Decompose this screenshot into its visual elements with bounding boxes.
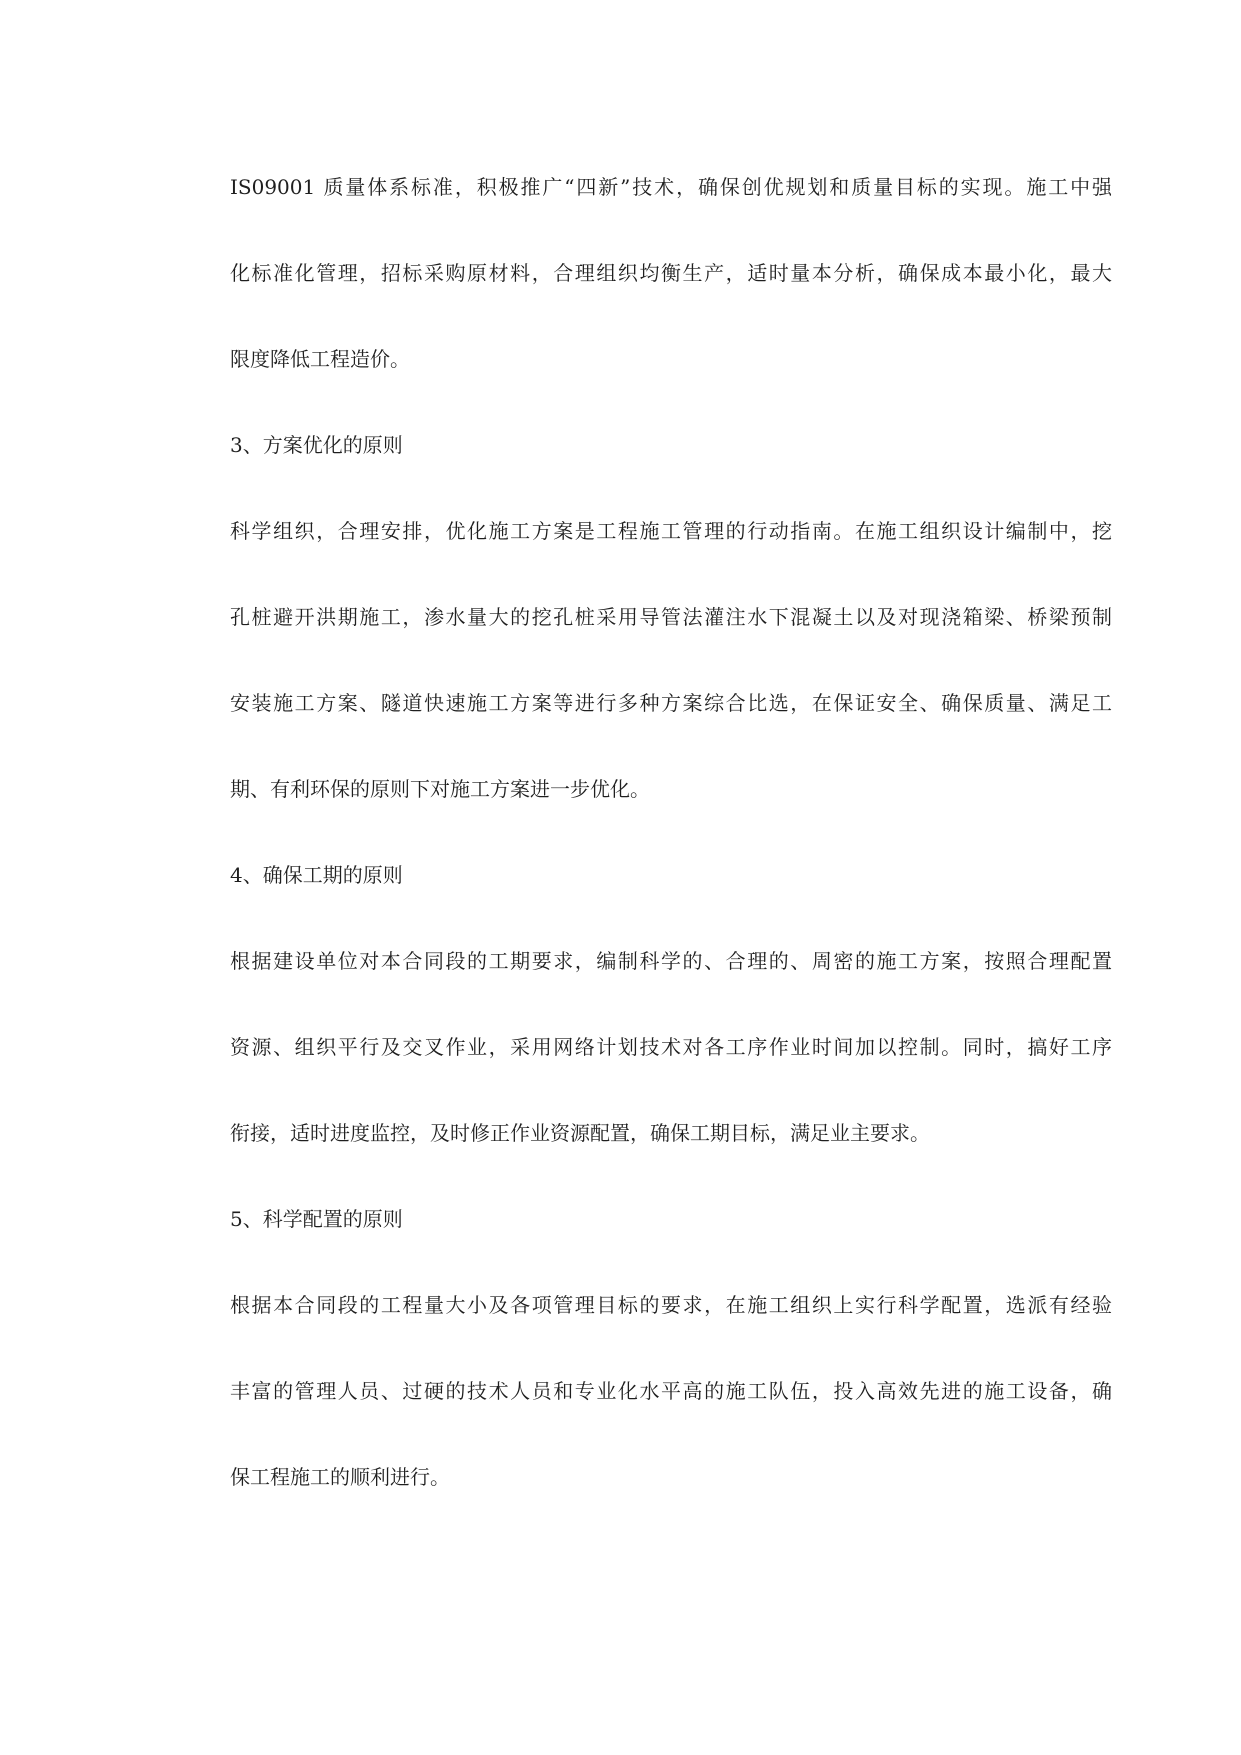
paragraph-line: 限度降低工程造价。 xyxy=(230,347,410,371)
paragraph-line: 资源、组织平行及交叉作业，采用网络计划技术对各工序作业时间加以控制。同时，搞好工序 xyxy=(230,1035,1112,1059)
document-body xyxy=(230,172,1112,1548)
paragraph-line: 丰富的管理人员、过硬的技术人员和专业化水平高的施工队伍，投入高效先进的施工设备，确 xyxy=(230,1379,1112,1403)
paragraph-line: 期、有利环保的原则下对施工方案进一步优化。 xyxy=(230,777,650,801)
paragraph-line: 衔接，适时进度监控，及时修正作业资源配置，确保工期目标，满足业主要求。 xyxy=(230,1121,930,1145)
paragraph-line: 根据建设单位对本合同段的工期要求，编制科学的、合理的、周密的施工方案，按照合理配置 xyxy=(230,949,1112,973)
paragraph-line: 化标准化管理，招标采购原材料，合理组织均衡生产，适时量本分析，确保成本最小化，最大 xyxy=(230,261,1112,285)
paragraph-line: 保工程施工的顺利进行。 xyxy=(230,1465,450,1489)
section-heading: 5、科学配置的原则 xyxy=(230,1207,403,1231)
paragraph-line: IS09001 质量体系标准，积极推广“四新”技术，确保创优规划和质量目标的实现。施工中强 xyxy=(230,175,1112,199)
paragraph-line: 根据本合同段的工程量大小及各项管理目标的要求，在施工组织上实行科学配置，选派有经验 xyxy=(230,1293,1112,1317)
section-heading: 3、方案优化的原则 xyxy=(230,433,403,457)
paragraph-line: 安装施工方案、隧道快速施工方案等进行多种方案综合比选，在保证安全、确保质量、满足工 xyxy=(230,691,1112,715)
section-heading: 4、确保工期的原则 xyxy=(230,863,403,887)
paragraph-line: 孔桩避开洪期施工，渗水量大的挖孔桩采用导管法灌注水下混凝土以及对现浇箱梁、桥梁预制 xyxy=(230,605,1112,629)
paragraph-line: 科学组织，合理安排，优化施工方案是工程施工管理的行动指南。在施工组织设计编制中，挖 xyxy=(230,519,1112,543)
